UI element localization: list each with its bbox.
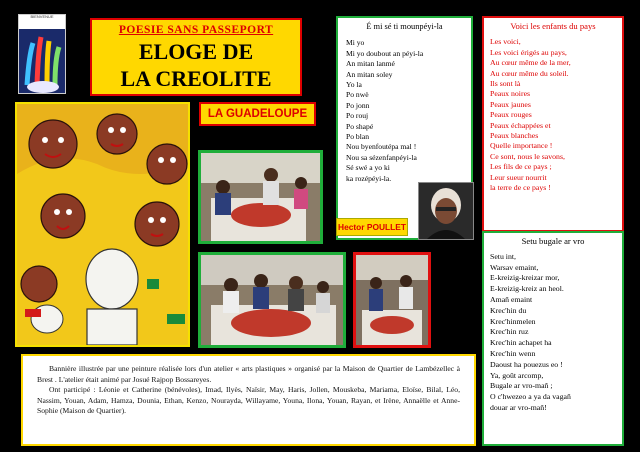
poem-line: Au cœur même du soleil. [490, 68, 569, 78]
caption-paragraph-1: Bannière illustrée par une peinture réalisée lors d'un atelier « arts plastiques » organisé par la Maison de Quartier de Lambézellec à Brest . L'atelier était animé par Josué Rajpop Bossareyes. [37, 364, 460, 384]
poem-line: Peaux jaunes [490, 99, 531, 109]
poem-line: Peaux rouges [490, 110, 532, 120]
poem-line: Daoust ha pouezus eo ! [490, 359, 563, 369]
poem-creole-title: É mi sé ti mounpéyi-la [366, 22, 443, 31]
poem-line: Nou byenfoutépa mal ! [346, 142, 417, 152]
poem-line: Peaux noires [490, 89, 531, 99]
poem-line: Sé swé a yo ki [346, 163, 390, 173]
poem-line: ka rozépéyi-la. [346, 173, 392, 183]
poem-line: Krec'hinmelen [490, 316, 536, 326]
poem-line: Mi yo doubout an péyi-la [346, 48, 424, 58]
poem-line: Ya, goût arcomp, [490, 370, 544, 380]
poem-line: Peaux blanches [490, 131, 539, 141]
poem-line: Mi yo [346, 38, 365, 48]
banner-title-line1: ELOGE DE [138, 39, 254, 64]
title-banner [90, 18, 302, 96]
poem-line: Krec'hin wenn [490, 348, 536, 358]
logo-text: BIENVENUE [19, 15, 65, 29]
banner-caption [21, 354, 476, 446]
poem-french-title: Voici les enfants du pays [510, 21, 596, 31]
poem-line: Au cœur même de la mer, [490, 58, 571, 68]
poem-line: An mitan lanmé [346, 59, 395, 69]
region-label: LA GUADELOUPE [199, 102, 316, 126]
poem-line: Amañ emaint [490, 294, 533, 304]
workshop-photo-1 [198, 150, 323, 244]
poem-line: Krec'hin achapet ha [490, 338, 552, 348]
poem-line: O c'hwezeo a ya da vagañ [490, 392, 571, 402]
author-photo [418, 182, 474, 240]
poem-line: Ils sont là [490, 79, 521, 89]
logo [18, 14, 66, 94]
poem-line: Po shapé [346, 121, 374, 131]
children-painting [15, 102, 190, 347]
poem-line: Po nwè [346, 90, 369, 100]
poem-breton-title: Setu bugale ar vro [521, 236, 585, 246]
workshop-photo-3 [353, 252, 431, 348]
poem-line: Po jonn [346, 100, 370, 110]
poem-line: Leur sueur nourrit [490, 172, 547, 182]
poem-line: Les voici érigés au pays, [490, 47, 567, 57]
poem-line: Setu int, [490, 251, 516, 261]
author-name: Hector POULLET [336, 218, 408, 236]
poem-line: Krec'hin du [490, 305, 527, 315]
poem-line: Peaux échappées et [490, 120, 551, 130]
poem-line: Warsav emaint, [490, 262, 539, 272]
poem-line: E-kreizig-kreizar mor, [490, 273, 560, 283]
poem-line: An mitan soley [346, 69, 393, 79]
poem-line: douar ar vro-mañ! [490, 402, 547, 412]
poem-line: Po blan [346, 132, 369, 142]
poem-french [482, 16, 624, 232]
poem-line: Yo la [346, 80, 362, 90]
poem-line: E-kreizig-kreiz an heol. [490, 284, 564, 294]
poem-line: Les fils de ce pays ; [490, 162, 552, 172]
poem-line: Les voici, [490, 37, 521, 47]
poem-breton [482, 231, 624, 446]
workshop-photo-2 [198, 252, 346, 348]
banner-title-line2: LA CREOLITE [120, 66, 272, 91]
poem-line: Quelle importance ! [490, 141, 553, 151]
poem-line: Krec'hin ruz [490, 327, 529, 337]
banner-subtitle: POESIE SANS PASSEPORT [118, 24, 274, 36]
caption-paragraph-2: Ont participé : Léonie et Catherine (bénévoles), Imad, Ilyès, Naïsir, May, Haris, Jollen, Mouskeba, Mariama, Eloïse, Bilal, Léo, Nassim, Youan, Adam, Hamza, Dounia, Ethan, Kenzo, Nourayda, Willayame, Youna, Ilona, Youan, Rayan, et Irène, Annaëlle et Anne-Sophie (Maison de Quartier). [37, 385, 460, 416]
poem-line: Bugale ar vro-mañ ; [490, 381, 553, 391]
poem-line: Po rouj [346, 111, 369, 121]
poem-line: Nou sa sézenfanpéyi-la [346, 152, 417, 162]
poem-line: Ce sont, nous le savons, [490, 151, 565, 161]
poem-line: la terre de ce pays ! [490, 183, 551, 193]
